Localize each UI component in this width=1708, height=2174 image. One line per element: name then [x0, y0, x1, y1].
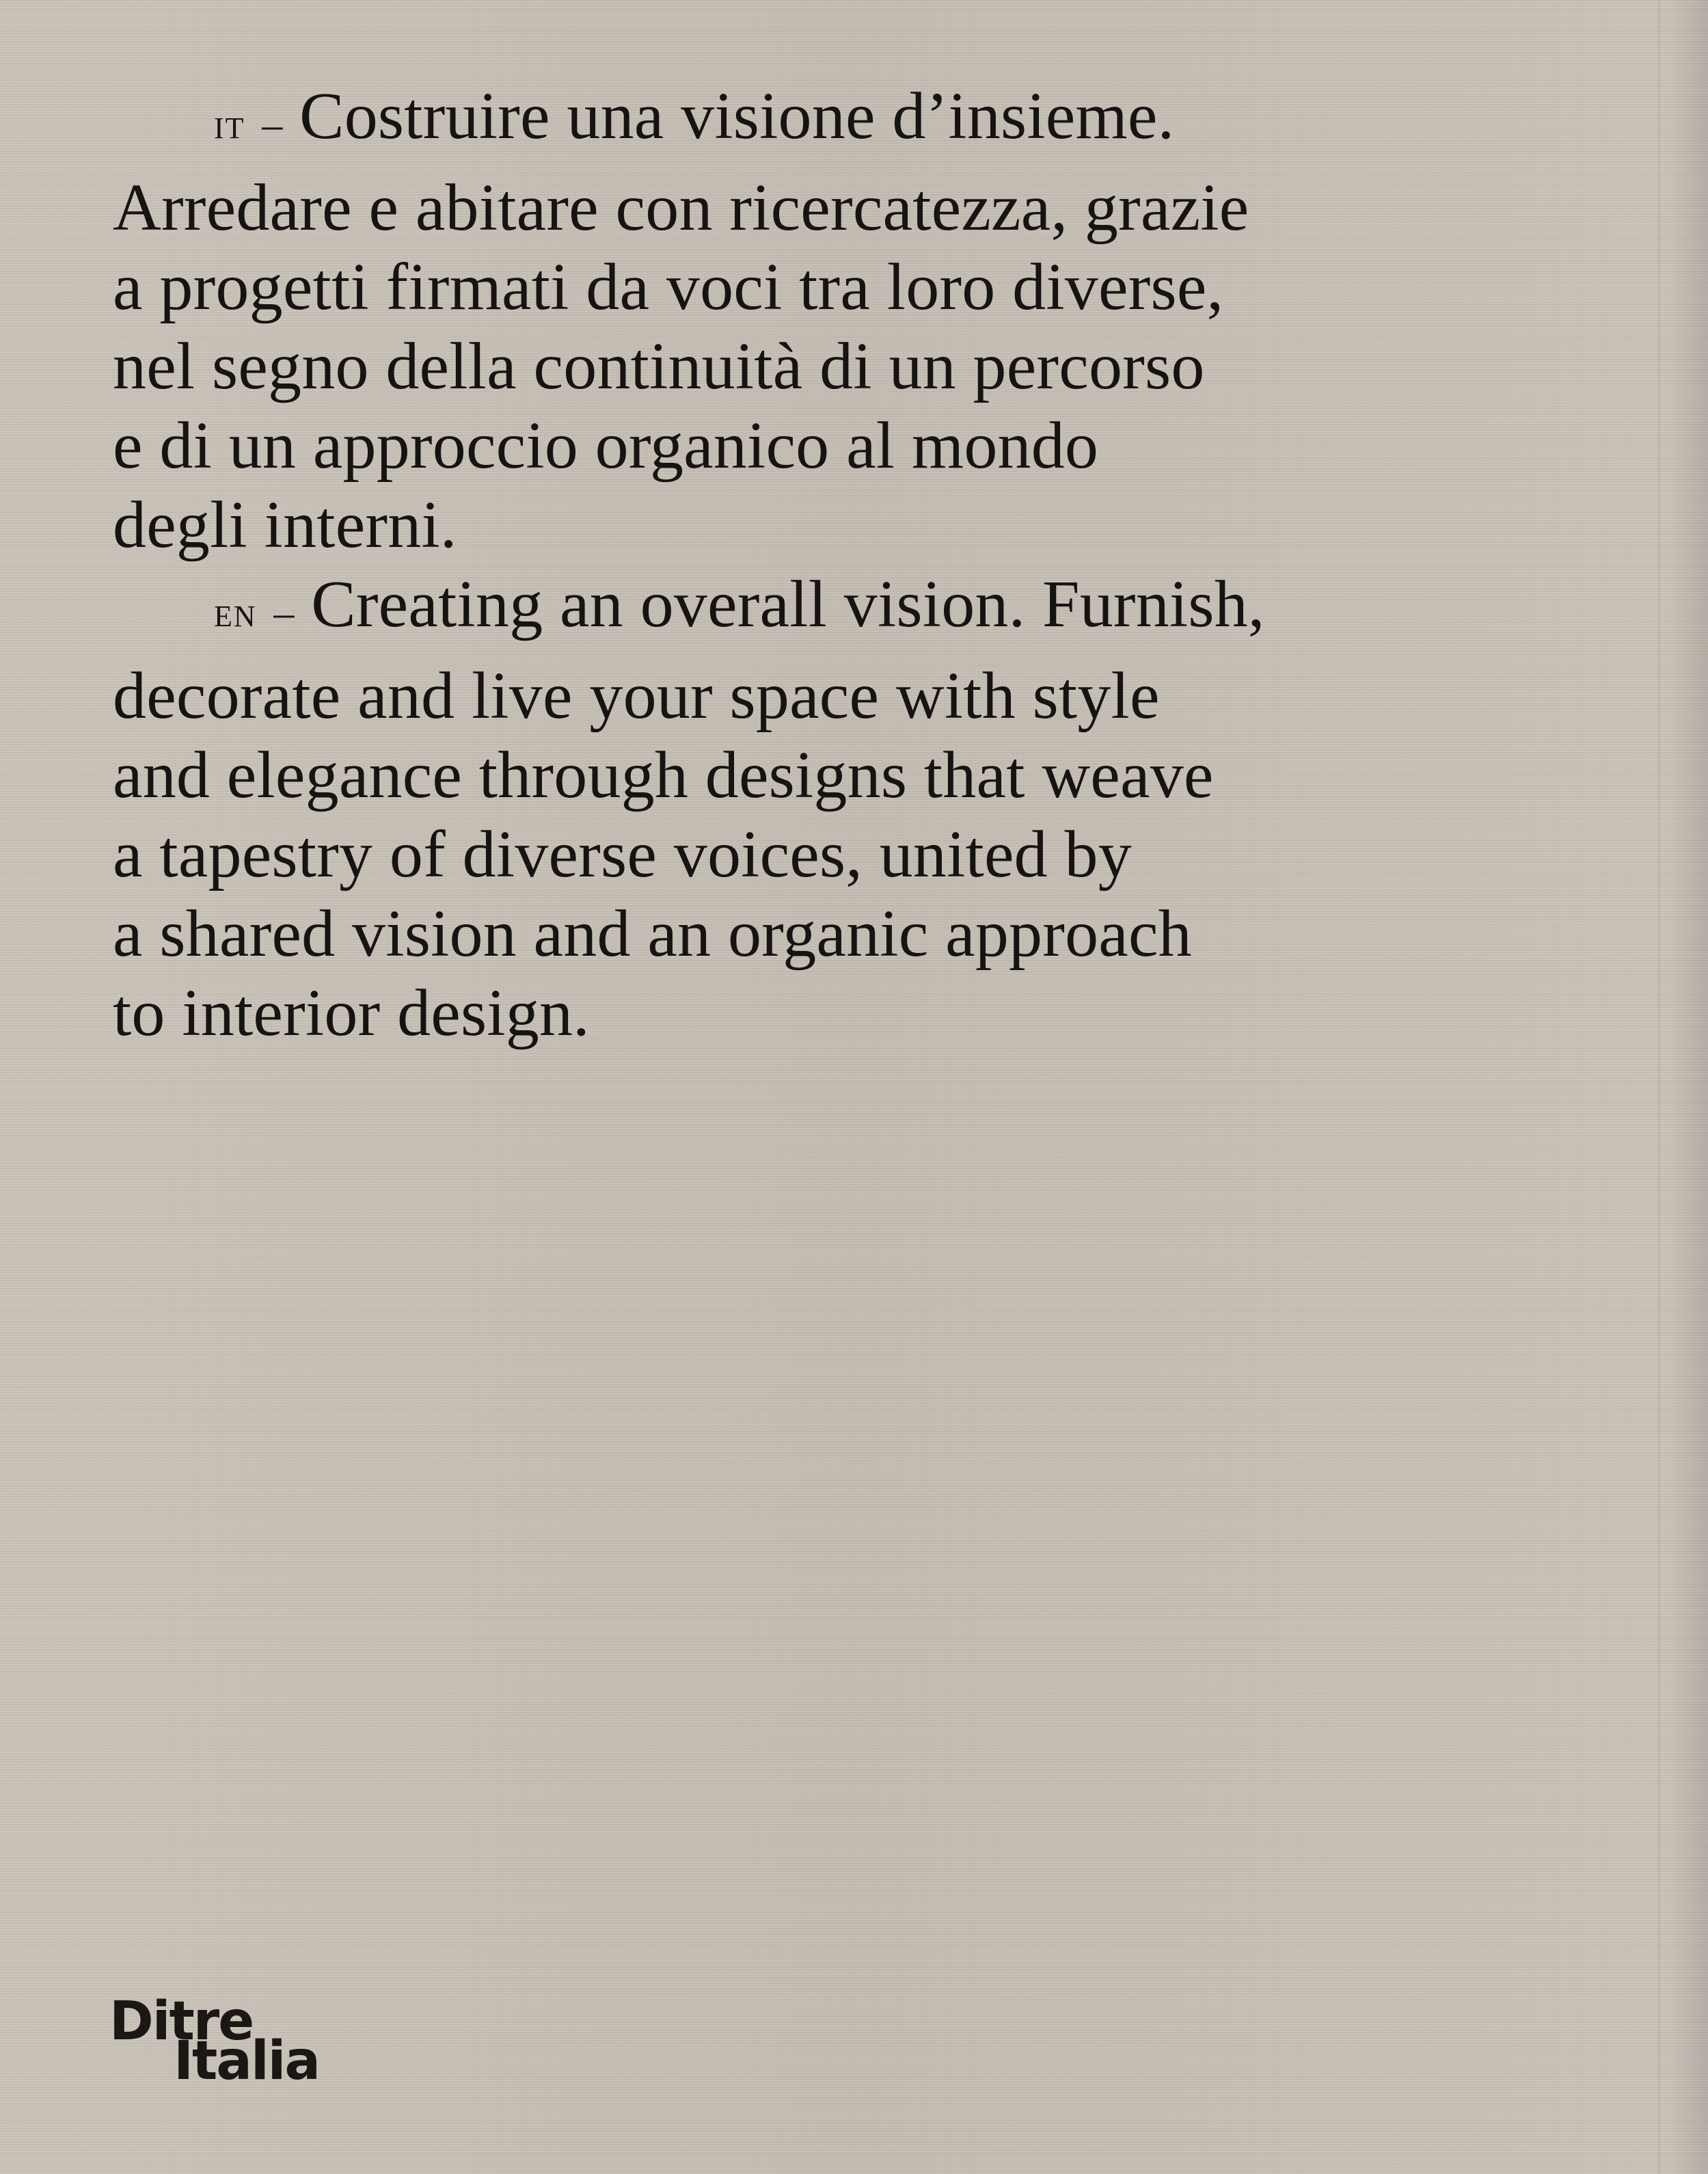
english-paragraph [113, 565, 1582, 1053]
ditre-italia-logo [109, 1991, 320, 2092]
english-language-tag: EN [214, 600, 257, 633]
italian-language-tag: IT [214, 111, 245, 145]
italian-line-3: a progetti firmati da voci tra loro diverse, [113, 250, 1224, 324]
italian-line-6: degli interni. [113, 488, 457, 562]
english-line-2: decorate and live your space with style [113, 659, 1160, 733]
italian-paragraph [113, 77, 1582, 565]
spine-crease [1658, 0, 1660, 2174]
italian-line-1 [113, 77, 1582, 168]
italian-line-2: Arredare e abitare con ricercatezza, grazie [113, 171, 1249, 245]
english-line-6: to interior design. [113, 976, 590, 1050]
english-line-4: a tapestry of diverse voices, united by [113, 818, 1132, 891]
italian-dash: – [262, 102, 283, 147]
english-line-3: and elegance through designs that weave [113, 738, 1214, 812]
logo-word-italia: Italia [174, 2030, 320, 2092]
english-line-1-text: Creating an overall vision. Furnish, [311, 567, 1265, 641]
italian-line-4: nel segno della continuità di un percorso [113, 330, 1205, 403]
italian-line-1-text: Costruire una visione d’insieme. [299, 79, 1175, 153]
logo-word-ditre: Ditre [109, 1991, 254, 2052]
english-line-1 [113, 565, 1582, 656]
italian-line-5: e di un approccio organico al mondo [113, 409, 1099, 483]
english-dash: – [273, 590, 295, 635]
spine-shadow [1667, 0, 1708, 2174]
cover-text [113, 77, 1582, 1053]
english-line-5: a shared vision and an organic approach [113, 897, 1192, 971]
